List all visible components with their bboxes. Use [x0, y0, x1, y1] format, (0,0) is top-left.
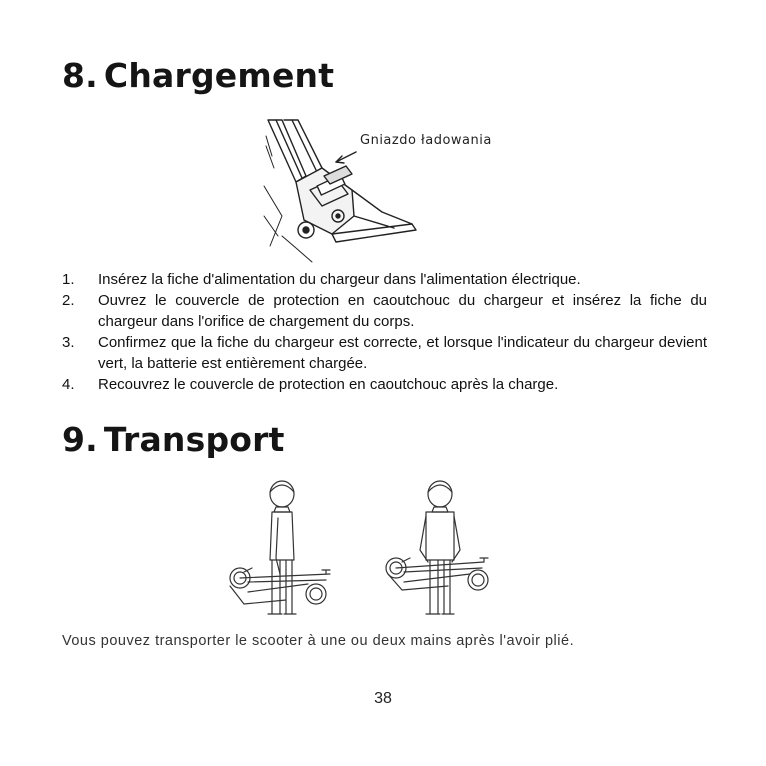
step-4	[62, 374, 707, 395]
step-1	[62, 269, 707, 290]
section-9-number: 9.	[62, 420, 98, 459]
section-9-title: Transport	[103, 420, 285, 459]
page-number: 38	[374, 690, 392, 707]
step-1-number: 1.	[62, 271, 75, 288]
carry-one-hand-illustration	[226, 478, 341, 618]
step-3-text: Confirmez que la fiche du chargeur est correcte, et lorsque l'indicateur du chargeur devient vert, la batterie est entièrement chargée.	[98, 334, 707, 372]
step-4-number: 4.	[62, 376, 75, 393]
step-4-text: Recouvrez le couvercle de protection en caoutchouc après la charge.	[98, 376, 559, 393]
step-1-text: Insérez la fiche d'alimentation du chargeur dans l'alimentation électrique.	[98, 271, 581, 288]
step-3	[62, 332, 707, 374]
section-8-heading	[62, 56, 334, 95]
step-2-number: 2.	[62, 292, 75, 309]
charging-steps	[62, 269, 707, 395]
section-8-title: Chargement	[103, 56, 335, 95]
step-2-text: Ouvrez le couvercle de protection en caoutchouc du chargeur et insérez la fiche du chargeur dans l'orifice de chargement du corps.	[98, 292, 707, 330]
charging-port-callout: Gniazdo ładowania	[360, 133, 492, 148]
section-8-number: 8.	[62, 56, 98, 95]
step-2	[62, 290, 707, 332]
step-3-number: 3.	[62, 334, 75, 351]
carry-two-hands-illustration	[384, 478, 499, 618]
transport-caption: Vous pouvez transporter le scooter à une ou deux mains après l'avoir plié.	[62, 633, 575, 649]
section-9-heading	[62, 420, 285, 459]
